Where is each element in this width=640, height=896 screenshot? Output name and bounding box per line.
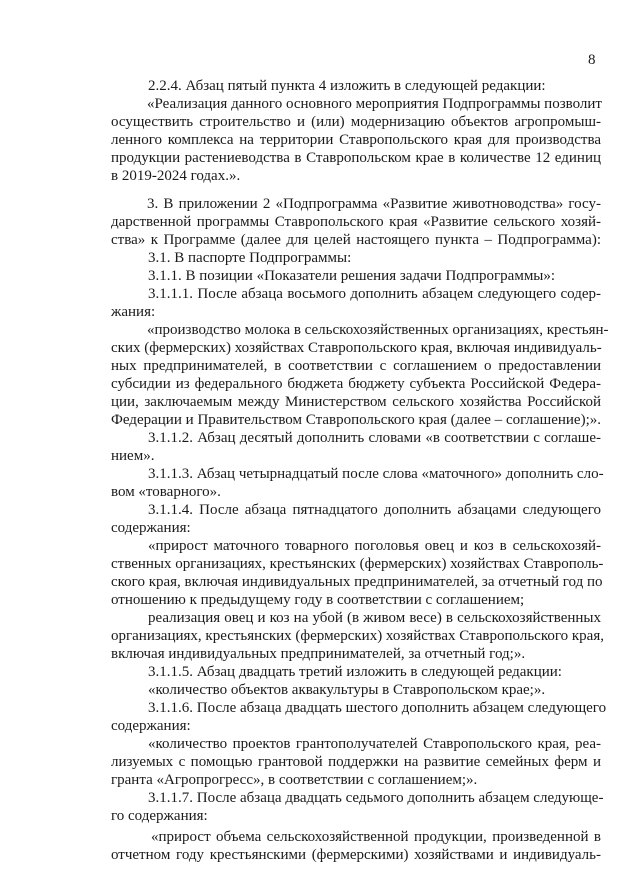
- text-line: отношению к предыдущему году в соответствии с соглашением;: [111, 592, 525, 608]
- text-line: нием».: [111, 448, 155, 464]
- text-line: 3.1.1.6. После абзаца двадцать шестого дополнить абзацем следующего: [148, 700, 607, 716]
- text-line: 3.1. В паспорте Подпрограммы:: [148, 250, 352, 266]
- text-line: ства» к Программе (далее для целей настоящего пункта – Подпрограмма):: [111, 232, 601, 248]
- text-line: вом «товарного».: [111, 484, 221, 500]
- text-line: жания:: [111, 304, 156, 320]
- text-line: 3.1.1.4. После абзаца пятнадцатого дополнить абзацами следующего: [148, 502, 601, 518]
- text-line: отчетном году крестьянскими (фермерскими) хозяйствами и индивидуаль-: [111, 847, 601, 863]
- text-line: ственных организациях, крестьянских (фермерских) хозяйствах Ставрополь-: [111, 556, 604, 572]
- text-line: ского края, включая индивидуальных предпринимателей, за отчетный год по: [111, 574, 603, 590]
- text-line: включая индивидуальных предпринимателей, за отчетный год;».: [111, 646, 526, 662]
- text-line: 3.1.1.1. После абзаца восьмого дополнить абзацем следующего содер-: [148, 286, 601, 302]
- text-line: 3.1.1. В позиции «Показатели решения задачи Подпрограммы»:: [148, 268, 556, 284]
- text-line: лизуемых с помощью грантовой поддержки на развитие семейных ферм и: [111, 754, 601, 770]
- page-number: 8: [588, 52, 596, 68]
- text-line: содержания:: [111, 520, 191, 536]
- text-line: в 2019-2024 годах.».: [111, 168, 241, 184]
- text-line: ленного комплекса на территории Ставропольского края для производства: [111, 132, 601, 148]
- text-line: 3.1.1.2. Абзац десятый дополнить словами «в соответствии с соглаше-: [148, 430, 601, 446]
- text-line: «производство молока в сельскохозяйственных организациях, крестьян-: [147, 322, 609, 338]
- text-line: 3.1.1.3. Абзац четырнадцатый после слова «маточного» дополнить сло-: [148, 466, 604, 482]
- text-line: гранта «Агропрогресс», в соответствии с соглашением;».: [111, 772, 478, 788]
- text-line: 3.1.1.5. Абзац двадцать третий изложить в следующей редакции:: [148, 664, 562, 680]
- text-line: «количество объектов аквакультуры в Ставропольском крае;».: [148, 682, 546, 698]
- text-line: организациях, крестьянских (фермерских) хозяйствах Ставропольского края,: [111, 628, 604, 644]
- text-line: «количество проектов грантополучателей Ставропольского края, реа-: [148, 736, 601, 752]
- text-line: продукции растениеводства в Ставропольском крае в количестве 12 единиц: [111, 150, 601, 166]
- text-line: 2.2.4. Абзац пятый пункта 4 изложить в следующей редакции:: [148, 78, 546, 94]
- text-line: содержания:: [111, 718, 191, 734]
- text-line: ских (фермерских) хозяйствах Ставропольского края, включая индивидуаль-: [111, 340, 602, 356]
- text-line: «Реализация данного основного мероприятия Подпрограммы позволит: [147, 96, 602, 112]
- text-line: субсидии из федерального бюджета бюджету субъекта Российской Федера-: [111, 376, 601, 392]
- text-line: 3.1.1.7. После абзаца двадцать седьмого дополнить абзацем следующе-: [148, 790, 604, 806]
- text-line: ции, заключаемым между Министерством сельского хозяйства Российской: [111, 394, 601, 410]
- text-line: «прирост объема сельскохозяйственной продукции, произведенной в: [151, 829, 601, 845]
- text-line: осуществить строительство и (или) модернизацию объектов агропромыш-: [111, 114, 601, 130]
- text-line: дарственной программы Ставропольского края «Развитие сельского хозяй-: [111, 214, 601, 230]
- text-line: 3. В приложении 2 «Подпрограмма «Развитие животноводства» госу-: [147, 196, 601, 212]
- text-line: реализация овец и коз на убой (в живом весе) в сельскохозяйственных: [148, 610, 601, 626]
- text-line: «прирост маточного товарного поголовья овец и коз в сельскохозяй-: [148, 538, 601, 554]
- text-line: ных предпринимателей, в соответствии с соглашением о предоставлении: [111, 358, 601, 374]
- text-line: Федерации и Правительством Ставропольского края (далее – соглашение);».: [111, 412, 601, 428]
- text-line: го содержания:: [111, 808, 208, 824]
